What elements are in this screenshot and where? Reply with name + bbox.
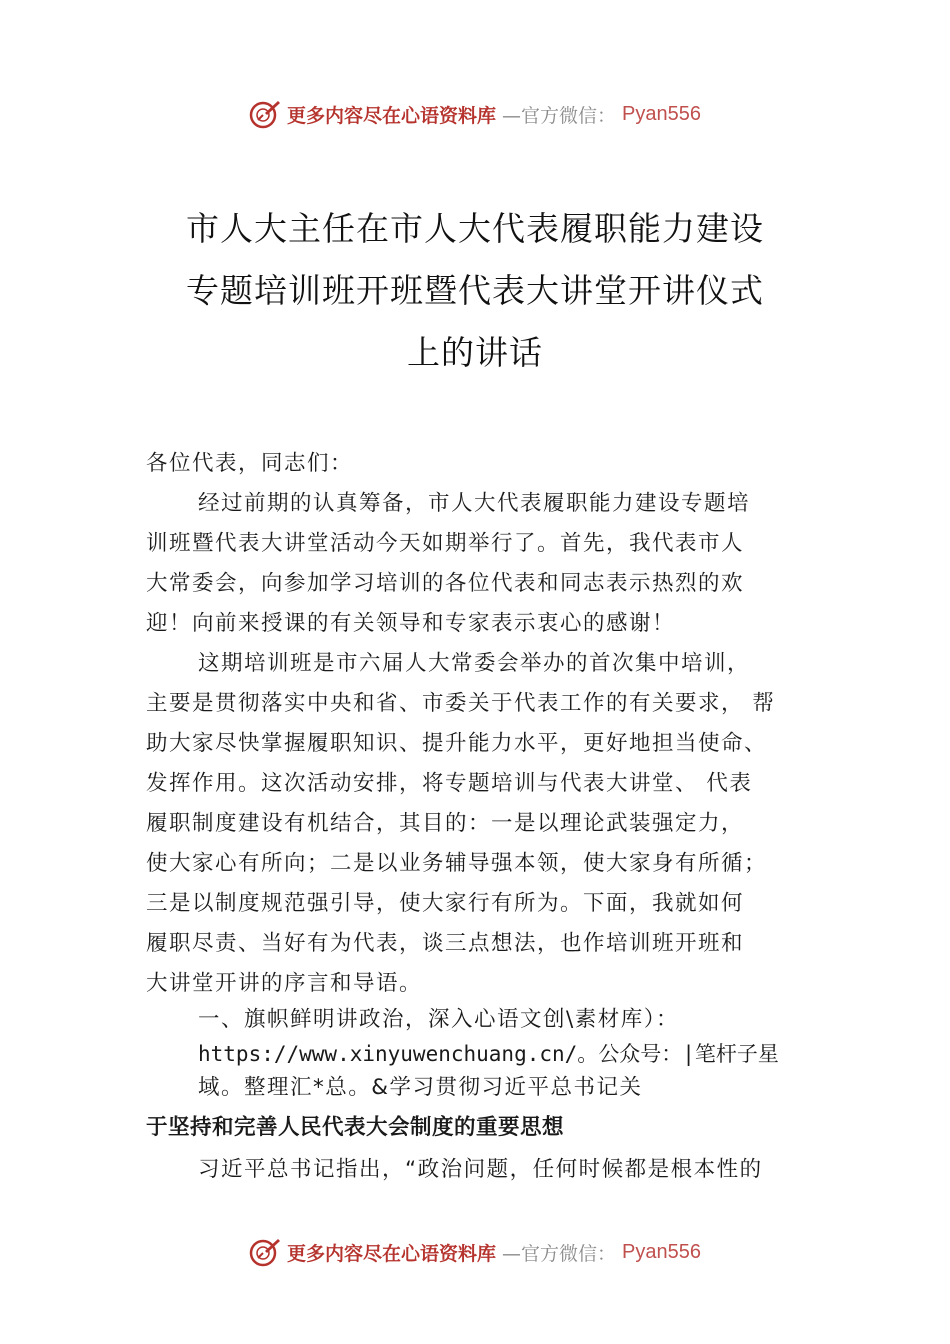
header-banner <box>0 94 950 134</box>
title-line-2: 专题培训班开班暨代表大讲堂开讲仪式 <box>186 271 764 310</box>
paragraph-2-line: 大讲堂开讲的序言和导语。 <box>146 971 423 996</box>
section-1-bold-line: 于坚持和完善人民代表大会制度的重要思想 <box>146 1115 565 1140</box>
section-1-heading-line: 域。整理汇*总。&学习贯彻习近平总书记关 <box>198 1075 643 1100</box>
banner-text: 更多内容尽在心语资料库 <box>287 1242 497 1265</box>
section-1-url-line: https://www.xinyuwenchuang.cn/。公众号：|笔杆子星 <box>198 1042 779 1066</box>
paragraph-1-line: 经过前期的认真筹备，市人大代表履职能力建设专题培 <box>198 491 751 516</box>
footer-banner <box>0 1232 950 1272</box>
paragraph-2-line: 助大家尽快掌握履职知识、提升能力水平，更好地担当使命、 <box>146 731 768 756</box>
banner-wechat-id: Pyan556 <box>622 102 701 125</box>
banner-text: 更多内容尽在心语资料库 <box>287 104 497 127</box>
banner-wechat-label: —官方微信： <box>502 104 617 127</box>
banner-wechat-label: —官方微信： <box>502 1242 617 1265</box>
section-1-heading-line: 一、旗帜鲜明讲政治，深入心语文创\素材库）： <box>198 1007 679 1032</box>
pen-logo-icon <box>249 1236 281 1268</box>
document-title <box>0 198 950 384</box>
banner-wechat-id: Pyan556 <box>622 1240 701 1263</box>
paragraph-2-line: 发挥作用。这次活动安排，将专题培训与代表大讲堂、 代表 <box>146 771 753 796</box>
paragraph-2-line: 履职尽责、当好有为代表，谈三点想法，也作培训班开班和 <box>146 931 745 956</box>
paragraph-2-line: 使大家心有所向；二是以业务辅导强本领，使大家身有所循； <box>146 851 768 876</box>
paragraph-2-line: 主要是贯彻落实中央和省、市委关于代表工作的有关要求， 帮 <box>146 691 776 716</box>
paragraph-1-line: 训班暨代表大讲堂活动今天如期举行了。首先，我代表市人 <box>146 531 745 556</box>
paragraph-2-line: 这期培训班是市六届人大常委会举办的首次集中培训， <box>198 651 751 676</box>
paragraph-3-line: 习近平总书记指出，“政治问题，任何时候都是根本性的 <box>198 1157 763 1182</box>
paragraph-1-line: 迎！向前来授课的有关领导和专家表示衷心的感谢！ <box>146 611 676 636</box>
paragraph-2-line: 履职制度建设有机结合，其目的：一是以理论武装强定力， <box>146 811 745 836</box>
paragraph-2-line: 三是以制度规范强引导，使大家行有所为。下面，我就如何 <box>146 891 745 916</box>
title-line-3: 上的讲话 <box>407 333 543 372</box>
salutation: 各位代表，同志们： <box>146 451 354 476</box>
title-line-1: 市人大主任在市人大代表履职能力建设 <box>186 209 764 248</box>
pen-logo-icon <box>249 98 281 130</box>
paragraph-1-line: 大常委会，向参加学习培训的各位代表和同志表示热烈的欢 <box>146 571 745 596</box>
